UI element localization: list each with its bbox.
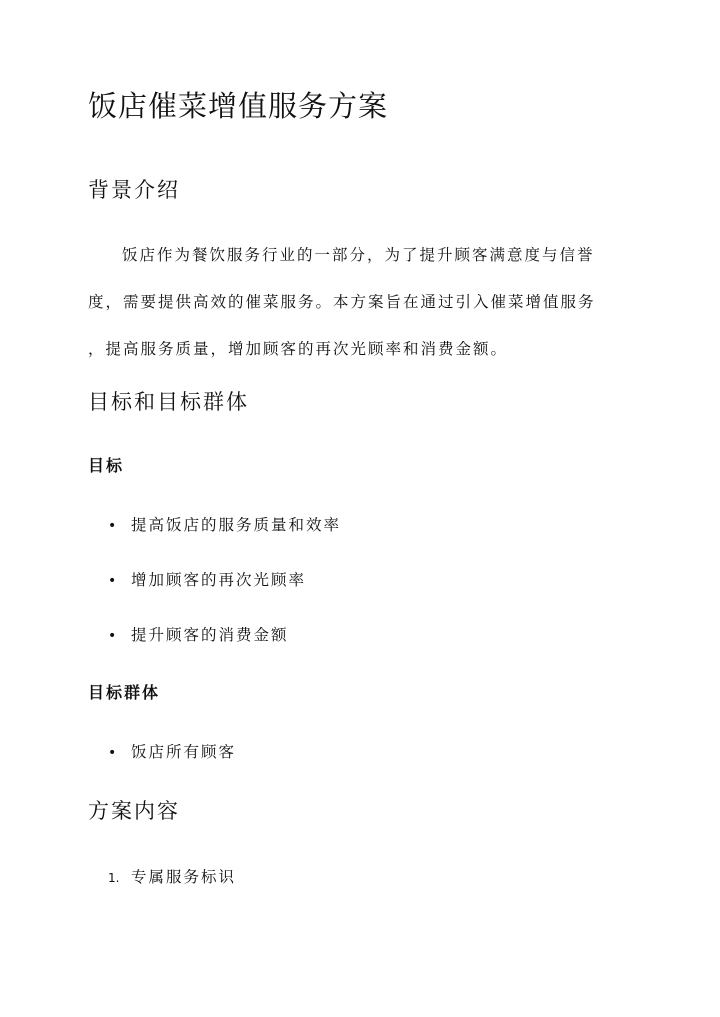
numbered-list-item (108, 864, 236, 890)
section-heading-plan: 方案内容 (88, 799, 180, 823)
paragraph-line: 度，需要提供高效的催菜服务。本方案旨在通过引入催菜增值服务 (88, 293, 596, 311)
paragraph-line: 饭店作为餐饮服务行业的一部分，为了提升顾客满意度与信誉 (122, 246, 595, 264)
list-item-text: 增加顾客的再次光顾率 (131, 571, 307, 589)
subheading-goals: 目标 (88, 456, 125, 475)
document-title: 饭店催菜增值服务方案 (88, 89, 389, 123)
bullet-icon: • (108, 745, 119, 761)
section-heading-goals: 目标和目标群体 (88, 390, 249, 414)
bullet-icon: • (108, 628, 119, 644)
background-paragraph (88, 240, 633, 381)
list-item-text: 提升顾客的消费金额 (131, 626, 289, 644)
list-item (108, 622, 289, 648)
list-item-text: 饭店所有顾客 (131, 743, 237, 761)
paragraph-line: ，提高服务质量，增加顾客的再次光顾率和消费金额。 (88, 340, 509, 358)
list-number: 1. (108, 871, 120, 885)
subheading-target-group: 目标群体 (88, 683, 161, 702)
bullet-icon: • (108, 573, 119, 589)
section-heading-background: 背景介绍 (88, 178, 180, 202)
list-item-text: 专属服务标识 (131, 868, 237, 886)
bullet-icon: • (108, 518, 119, 534)
list-item (108, 567, 306, 593)
list-item (108, 512, 341, 538)
list-item-text: 提高饭店的服务质量和效率 (131, 516, 342, 534)
list-item (108, 739, 236, 765)
